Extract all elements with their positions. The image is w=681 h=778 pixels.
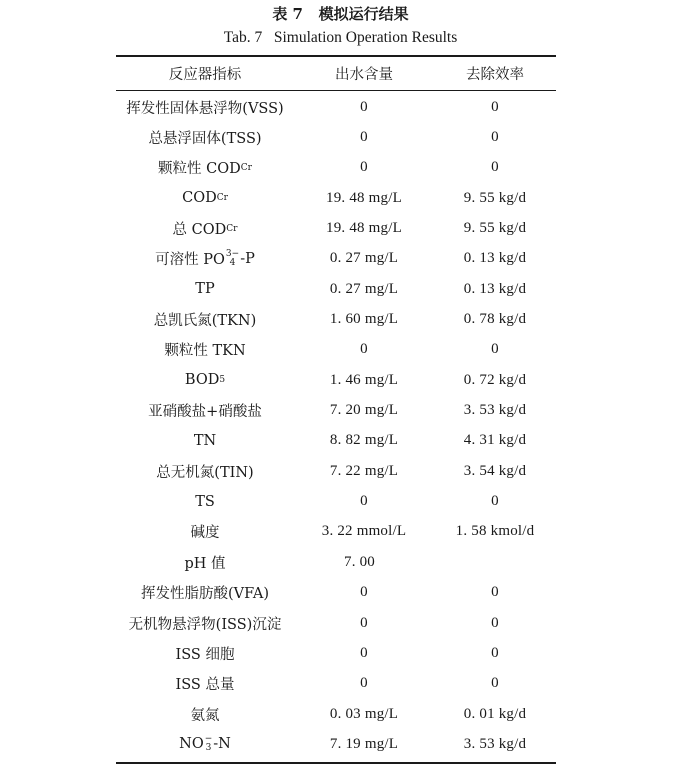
table-caption-en: Tab. 7 Simulation Operation Results	[223, 29, 458, 46]
effluent-cell: 0	[360, 584, 368, 601]
indicator-cell: 挥发性固体悬浮物(VSS)	[126, 100, 284, 117]
table-row	[116, 729, 556, 759]
indicator-cell: NO − 3 -N	[179, 734, 231, 754]
indicator-cell: ISS 总量	[175, 677, 235, 694]
indicator-cell: 总无机氮(TIN)	[156, 464, 254, 481]
indicator-cell: TP	[195, 281, 215, 298]
removal-cell: 0. 13 kg/d	[463, 250, 527, 267]
table-row	[116, 547, 556, 577]
effluent-cell: 0	[360, 129, 368, 146]
effluent-cell: 0	[360, 675, 368, 692]
removal-cell: 0	[491, 584, 499, 601]
table-row	[116, 486, 556, 516]
header-effluent: 出水含量	[335, 67, 393, 83]
table-row	[116, 335, 556, 365]
indicator-cell: 颗粒性 COD Cr	[158, 161, 252, 178]
table-row	[116, 699, 556, 729]
header-removal: 去除效率	[466, 67, 524, 83]
table-row	[116, 638, 556, 668]
table-row	[116, 213, 556, 243]
removal-cell: 0. 72 kg/d	[463, 371, 527, 388]
indicator-cell: ISS 细胞	[175, 646, 235, 663]
table-row	[116, 517, 556, 547]
table-row	[116, 395, 556, 425]
removal-cell: 0	[491, 341, 499, 358]
table-row	[116, 426, 556, 456]
indicator-cell: 总悬浮固体(TSS)	[148, 131, 262, 148]
indicator-cell: pH 值	[184, 555, 226, 572]
effluent-cell: 7. 19 mg/L	[329, 735, 399, 752]
table-row	[116, 365, 556, 395]
effluent-cell: 0. 03 mg/L	[329, 705, 399, 722]
effluent-cell: 0	[360, 614, 368, 631]
table-caption-zh: 表 7 模拟运行结果	[272, 5, 409, 23]
table-header-rule	[116, 90, 556, 91]
effluent-cell: 19. 48 mg/L	[326, 220, 402, 237]
indicator-cell: 挥发性脂肪酸(VFA)	[140, 586, 270, 603]
indicator-cell: 总 COD Cr	[172, 222, 238, 239]
effluent-cell: 0	[360, 159, 368, 176]
removal-cell: 4. 31 kg/d	[463, 432, 527, 449]
removal-cell: 0. 13 kg/d	[463, 280, 527, 297]
indicator-cell: 总凯氏氮(TKN)	[153, 313, 257, 330]
table-bottom-rule	[116, 762, 556, 764]
effluent-cell: 3. 22 mmol/L	[321, 523, 407, 540]
indicator-cell: 颗粒性 TKN	[164, 343, 246, 360]
table-row	[116, 274, 556, 304]
table-row	[116, 92, 556, 122]
indicator-cell: COD Cr	[182, 190, 228, 207]
removal-cell: 0	[491, 614, 499, 631]
removal-cell: 9. 55 kg/d	[463, 189, 527, 206]
indicator-cell: BOD 5	[184, 372, 226, 389]
table-row	[116, 578, 556, 608]
table-row	[116, 122, 556, 152]
removal-cell: 9. 55 kg/d	[463, 220, 527, 237]
removal-cell: 3. 54 kg/d	[463, 462, 527, 479]
removal-cell: 1. 58 kmol/d	[455, 523, 535, 540]
table-row	[116, 153, 556, 183]
removal-cell: 3. 53 kg/d	[463, 402, 527, 419]
effluent-cell: 1. 60 mg/L	[329, 311, 399, 328]
effluent-cell: 0	[360, 341, 368, 358]
removal-cell: 0. 01 kg/d	[463, 705, 527, 722]
effluent-cell: 0	[360, 644, 368, 661]
indicator-cell: TN	[193, 432, 217, 449]
indicator-cell: 无机物悬浮物(ISS)沉淀	[128, 616, 282, 633]
header-indicator: 反应器指标	[168, 67, 242, 83]
effluent-cell: 1. 46 mg/L	[329, 371, 399, 388]
table-row	[116, 669, 556, 699]
removal-cell: 0	[491, 493, 499, 510]
removal-cell: 0. 78 kg/d	[463, 311, 527, 328]
effluent-cell: 19. 48 mg/L	[326, 189, 402, 206]
effluent-cell: 0	[360, 493, 368, 510]
removal-cell: 0	[491, 98, 499, 115]
removal-cell: 0	[491, 675, 499, 692]
effluent-cell: 0. 27 mg/L	[329, 250, 399, 267]
removal-cell: 0	[491, 644, 499, 661]
indicator-cell: TS	[195, 493, 215, 510]
indicator-cell: 亚硝酸盐+硝酸盐	[148, 404, 262, 421]
effluent-cell: 7. 20 mg/L	[329, 402, 399, 419]
removal-cell: 0	[491, 129, 499, 146]
table-row	[116, 608, 556, 638]
removal-cell: 0	[491, 159, 499, 176]
table-header-row	[116, 57, 556, 90]
removal-cell: 3. 53 kg/d	[463, 735, 527, 752]
indicator-cell: 氨氮	[190, 707, 220, 724]
table-row	[116, 244, 556, 274]
value-cell: 7. 00	[344, 553, 375, 570]
table-row	[116, 456, 556, 486]
table-row	[116, 304, 556, 334]
indicator-cell: 可溶性 PO 3− 4 -P	[155, 248, 255, 269]
indicator-cell: 碱度	[190, 525, 220, 542]
table-body	[116, 92, 556, 760]
effluent-cell: 0. 27 mg/L	[329, 280, 399, 297]
table-row	[116, 183, 556, 213]
effluent-cell: 0	[360, 98, 368, 115]
effluent-cell: 7. 22 mg/L	[329, 462, 399, 479]
effluent-cell: 8. 82 mg/L	[329, 432, 399, 449]
